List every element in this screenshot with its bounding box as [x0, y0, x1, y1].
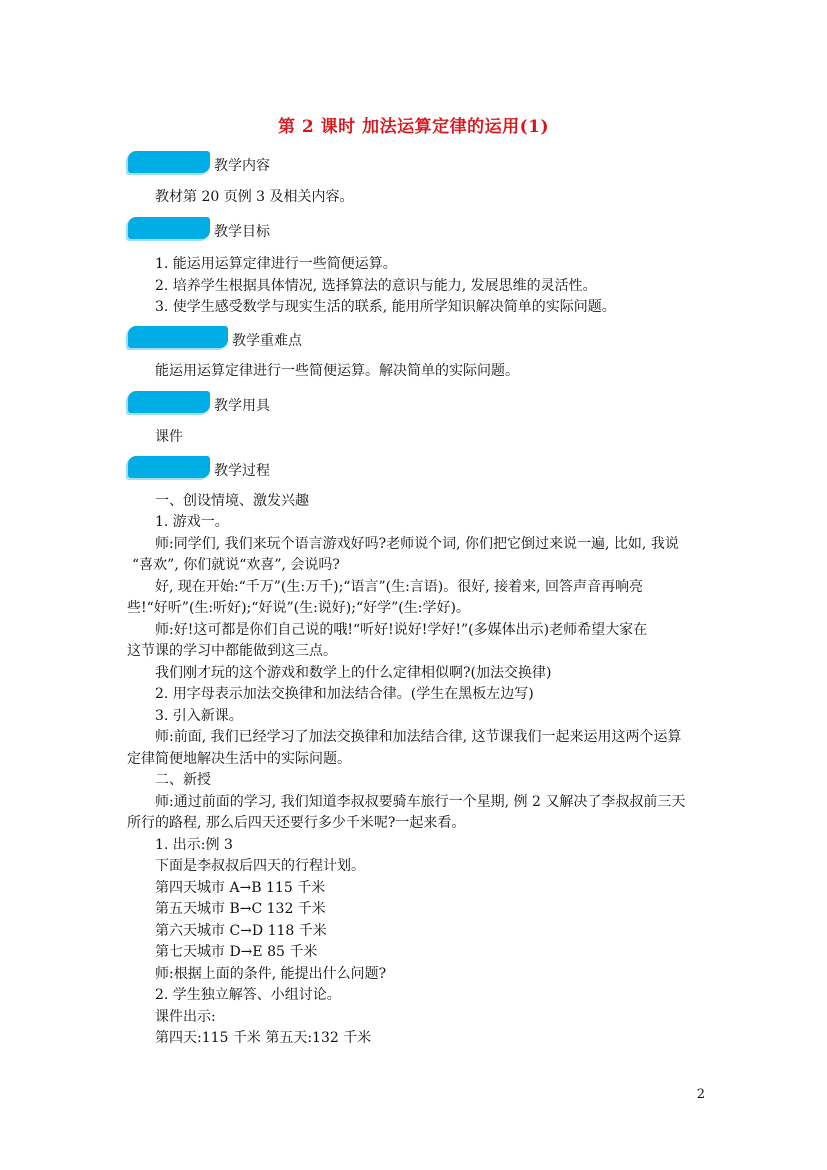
body-line: 好, 现在开始:“千万”(生:万千);“语言”(生:言语)。很好, 接着来, 回答声音再响亮	[155, 579, 644, 595]
keypoints-text: 能运用运算定律进行一些简便运算。解决简单的实际问题。	[155, 363, 519, 379]
tools-text: 课件	[155, 429, 183, 445]
section-badge	[128, 391, 210, 413]
body-line: 第七天城市 D→E 85 千米	[155, 944, 318, 960]
body-line: 下面是李叔叔后四天的行程计划。	[155, 858, 365, 874]
section-heading: 教学内容	[214, 158, 270, 174]
section-heading: 教学目标	[214, 224, 270, 240]
body-line: 第四天城市 A→B 115 千米	[155, 880, 326, 896]
body-line: 3. 引入新课。	[155, 708, 243, 724]
section-badge	[128, 456, 210, 478]
body-line: 1. 出示:例 3	[155, 837, 233, 853]
goal-item: 2. 培养学生根据具体情况, 选择算法的意识与能力, 发展思维的灵活性。	[155, 278, 597, 294]
body-line: 第六天城市 C→D 118 千米	[155, 923, 327, 939]
body-line: 2. 用字母表示加法交换律和加法结合律。(学生在黑板左边写)	[155, 686, 534, 702]
body-line: 所行的路程, 那么后四天还要行多少千米呢?一起来看。	[127, 815, 466, 831]
body-line: “喜欢”, 你们就说“欢喜”, 会说吗?	[132, 557, 340, 573]
section-heading: 教学过程	[214, 463, 270, 479]
body-line: 第四天:115 千米 第五天:132 千米	[155, 1030, 372, 1046]
section-badge	[128, 326, 228, 348]
body-line: 师:好!这可都是你们自己说的哦!“听好!说好!学好!”(多媒体出示)老师希望大家在	[155, 622, 648, 638]
body-line: 师:根据上面的条件, 能提出什么问题?	[155, 966, 387, 982]
body-line: 定律简便地解决生活中的实际问题。	[127, 751, 351, 767]
body-line: 我们刚才玩的这个游戏和数学上的什么定律相似啊?(加法交换律)	[155, 665, 552, 681]
goal-item: 3. 使学生感受数学与现实生活的联系, 能用所学知识解决简单的实际问题。	[155, 299, 616, 315]
section-badge	[128, 151, 210, 173]
body-line: 1. 游戏一。	[155, 514, 229, 530]
body-line: 一、创设情境、激发兴趣	[155, 493, 309, 509]
body-line: 第五天城市 B→C 132 千米	[155, 901, 326, 917]
body-line: 2. 学生独立解答、小组讨论。	[155, 987, 341, 1003]
page-number: 2	[696, 1087, 705, 1102]
goal-item: 1. 能运用运算定律进行一些简便运算。	[155, 256, 397, 272]
body-line: 师:前面, 我们已经学习了加法交换律和加法结合律, 这节课我们一起来运用这两个运算	[155, 729, 682, 745]
body-line: 这节课的学习中都能做到这三点。	[127, 643, 337, 659]
body-line: 师:通过前面的学习, 我们知道李叔叔要骑车旅行一个星期, 例 2 又解决了李叔叔前三天	[155, 794, 686, 810]
section-badge	[128, 217, 210, 239]
section-heading: 教学用具	[214, 398, 270, 414]
section-heading: 教学重难点	[232, 333, 302, 349]
content-text: 教材第 20 页例 3 及相关内容。	[155, 189, 354, 205]
lesson-title: 第 2 课时 加法运算定律的运用(1)	[278, 117, 549, 137]
body-line: 师:同学们, 我们来玩个语言游戏好吗?老师说个词, 你们把它倒过来说一遍, 比如, 我说	[155, 536, 679, 552]
body-line: 二、新授	[155, 772, 211, 788]
body-line: 些!“好听”(生:听好);“好说”(生:说好);“好学”(生:学好)。	[127, 600, 470, 616]
body-line: 课件出示:	[155, 1009, 216, 1025]
